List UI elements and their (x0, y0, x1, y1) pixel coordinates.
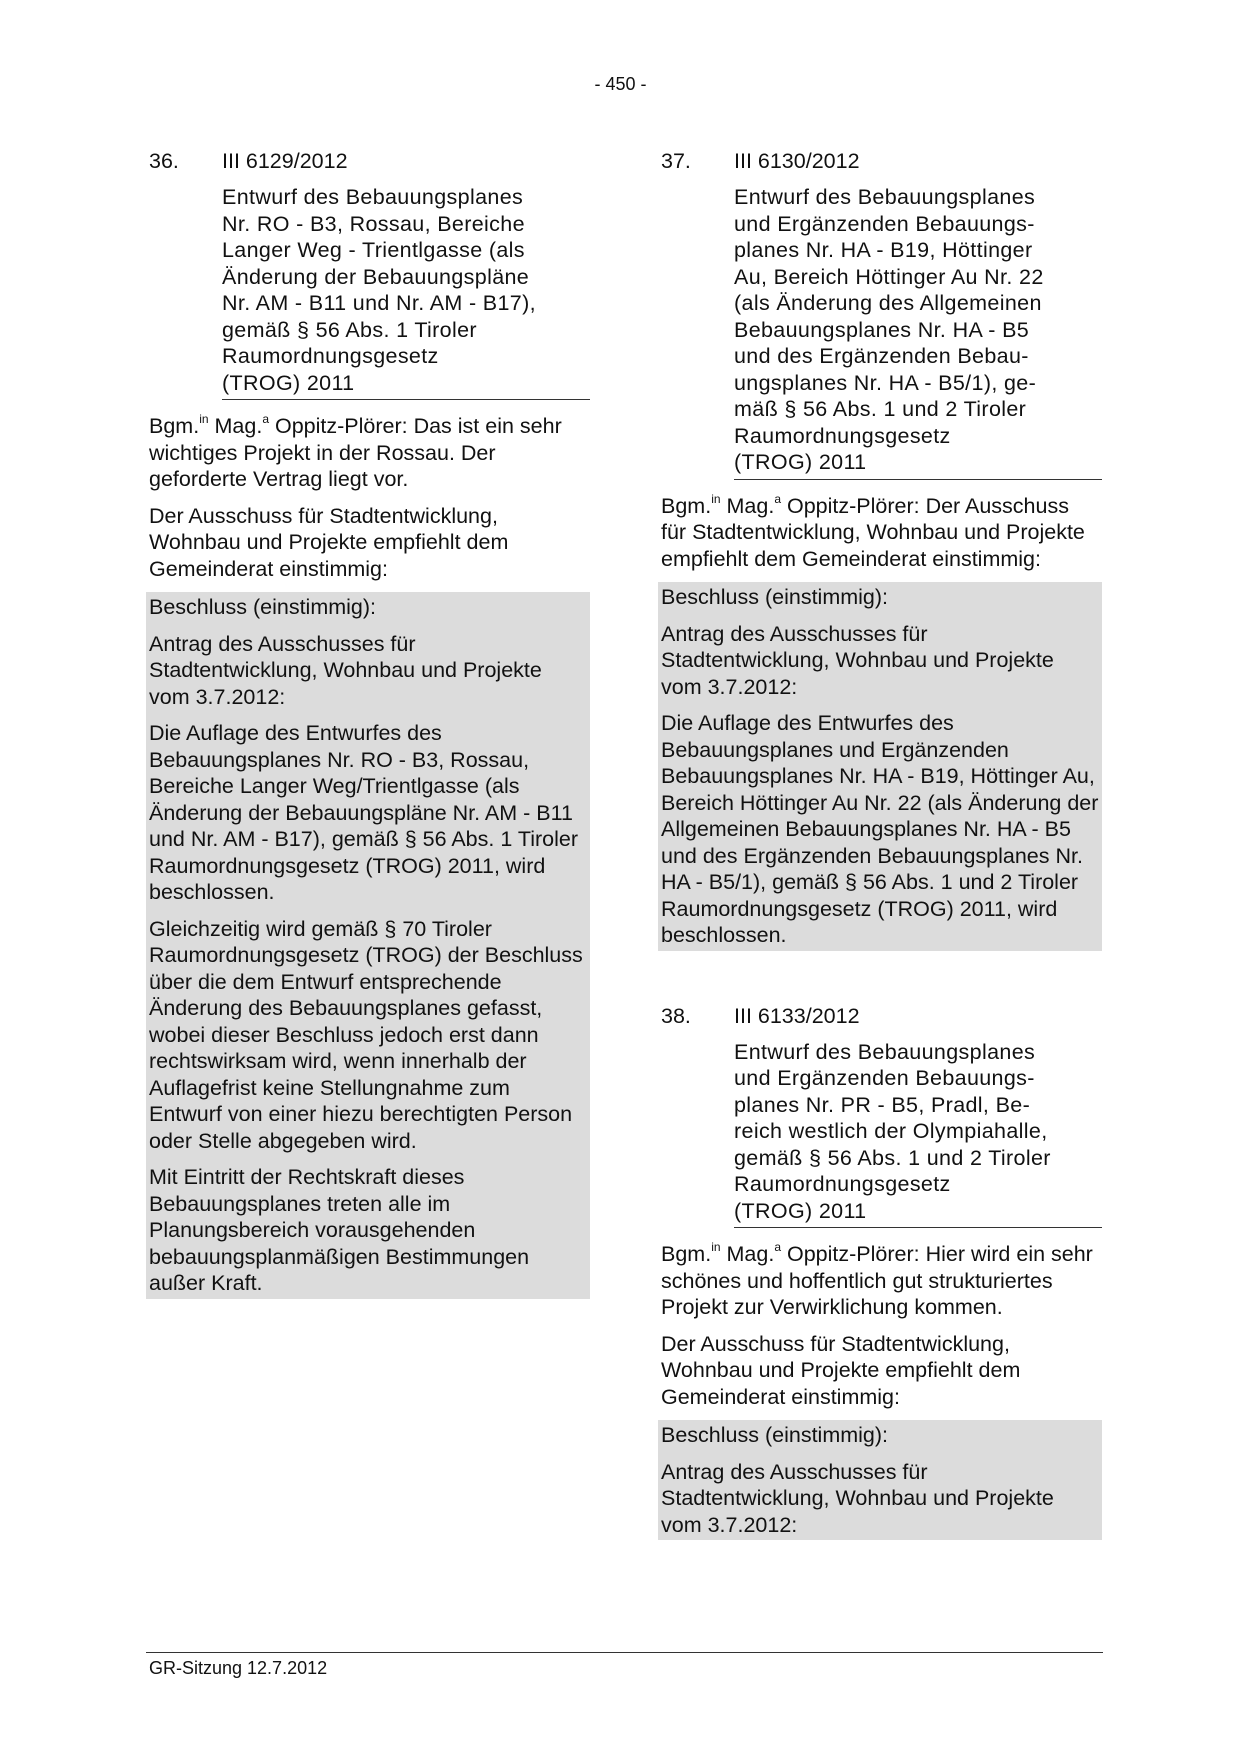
title-line: Raumordnungsgesetz (734, 1172, 951, 1196)
title-line: planes Nr. HA - B19, Höttinger (734, 238, 1033, 262)
title-line: und des Ergänzenden Bebau- (734, 344, 1029, 368)
title-line: Nr. RO - B3, Rossau, Bereiche (222, 211, 525, 236)
item-title (734, 1039, 1102, 1229)
item-heading (661, 148, 1102, 174)
item-heading (661, 1003, 1102, 1029)
title-line: und Ergänzenden Bebauungs- (734, 1066, 1035, 1090)
committee-recommendation: Der Ausschuss für Stadtentwicklung, Wohnbau und Projekte empfiehlt dem Gemeinderat einstimmig: (661, 1331, 1021, 1409)
resolution-paragraph: Antrag des Ausschusses für Stadtentwicklung, Wohnbau und Projekte vom 3.7.2012: (149, 631, 542, 709)
footer-text: GR-Sitzung 12.7.2012 (149, 1658, 328, 1678)
title-line: Entwurf des Bebauungsplanes (222, 185, 524, 209)
resolution-paragraph: Die Auflage des Entwurfes des Bebauungsplanes und Ergänzenden Bebauungsplanes Nr. HA - B19, Höttinger Au, Bereich Höttinger Au Nr. 22 (als Änderung der Allgemeinen Bebauungsplanes Nr. HA - B5 und des Ergänzenden Bebauungsplanes Nr. HA - B5/1), gemäß § 56 Abs. 1 und 2 Tiroler Raumordnungsgesetz (TROG) 2011, wird beschlossen. (661, 711, 1099, 947)
footer-divider (146, 1652, 1103, 1653)
item-reference: III 6130/2012 (734, 149, 860, 173)
resolution-paragraph: Antrag des Ausschusses für Stadtentwicklung, Wohnbau und Projekte vom 3.7.2012: (661, 1459, 1054, 1537)
resolution-paragraph: Gleichzeitig wird gemäß § 70 Tiroler Raumordnungsgesetz (TROG) der Beschluss über die dem Entwurf entsprechende Änderung des Bebauungsplanes gefasst, wobei dieser Beschluss jedoch erst dann rechtswirksam wird, wenn innerhalb der Auflagefrist keine Stellungnahme zum Entwurf von einer hiezu berechtigten Person oder Stelle abgegeben wird. (149, 916, 583, 1153)
title-line: ungsplanes Nr. HA - B5/1), ge- (734, 370, 1037, 395)
page-number: - 450 - (594, 74, 647, 94)
item-number: 38. (661, 1003, 691, 1028)
title-line: Raumordnungsgesetz (222, 344, 439, 368)
title-line: mäß § 56 Abs. 1 und 2 Tiroler (734, 397, 1027, 421)
title-line: (TROG) 2011 (734, 450, 867, 474)
committee-recommendation: Der Ausschuss für Stadtentwicklung, Wohnbau und Projekte empfiehlt dem Gemeinderat einstimmig: (149, 503, 509, 581)
item-number: 36. (149, 149, 179, 173)
speaker-statement: Bgm.$^{in}$ Mag.$^a$ Oppitz-Plörer: Das ist ein sehr wichtiges Projekt in der Rossau. Der geforderte Vertrag liegt vor. (149, 412, 562, 491)
item-number: 37. (661, 149, 691, 173)
item-heading (149, 148, 590, 174)
resolution-box (658, 1420, 1102, 1540)
item-title (734, 184, 1102, 480)
resolution-paragraph: Die Auflage des Entwurfes des Bebauungsplanes Nr. RO - B3, Rossau, Bereiche Langer Weg/Trientlgasse (als Änderung der Bebauungspläne Nr. AM - B11 und Nr. AM - B17), gemäß § 56 Abs. 1 Tiroler Raumordnungsgesetz (TROG) 2011, wird beschlossen. (149, 721, 579, 904)
title-line: Nr. AM - B11 und Nr. AM - B17), (222, 291, 536, 315)
title-line: Au, Bereich Höttinger Au Nr. 22 (734, 264, 1044, 289)
speaker-statement: Bgm.$^{in}$ Mag.$^a$ Oppitz-Plörer: Der Ausschuss für Stadtentwicklung, Wohnbau und Projekte empfiehlt dem Gemeinderat einstimmig: (661, 491, 1085, 571)
title-line: gemäß § 56 Abs. 1 Tiroler (222, 317, 477, 342)
title-line: Entwurf des Bebauungsplanes (734, 1039, 1036, 1064)
title-line: reich westlich der Olympiahalle, (734, 1119, 1048, 1143)
title-line: Raumordnungsgesetz (734, 423, 951, 448)
resolution-paragraph: Mit Eintritt der Rechtskraft dieses Bebauungsplanes treten alle im Planungsbereich vorausgehenden bebauungsplanmäßigen Bestimmungen außer Kraft. (149, 1165, 530, 1295)
title-line: Entwurf des Bebauungsplanes (734, 185, 1036, 209)
title-line: (TROG) 2011 (734, 1198, 867, 1223)
item-title (222, 184, 590, 400)
resolution-heading: Beschluss (einstimmig): (149, 595, 376, 619)
title-line: gemäß § 56 Abs. 1 und 2 Tiroler (734, 1145, 1051, 1170)
title-line: Änderung der Bebauungspläne (222, 264, 530, 289)
title-line: (TROG) 2011 (222, 370, 355, 395)
left-column (146, 148, 590, 1299)
title-line: und Ergänzenden Bebauungs- (734, 211, 1035, 236)
right-column (658, 148, 1102, 1540)
resolution-box (146, 592, 590, 1299)
agenda-item-38 (658, 1003, 1102, 1541)
resolution-heading: Beschluss (einstimmig): (661, 1423, 888, 1447)
item-reference: III 6129/2012 (222, 149, 348, 173)
title-line: planes Nr. PR - B5, Pradl, Be- (734, 1092, 1031, 1117)
title-line: Bebauungsplanes Nr. HA - B5 (734, 317, 1030, 342)
resolution-heading: Beschluss (einstimmig): (661, 585, 888, 609)
resolution-box (658, 582, 1102, 951)
resolution-paragraph: Antrag des Ausschusses für Stadtentwicklung, Wohnbau und Projekte vom 3.7.2012: (661, 621, 1054, 699)
item-reference: III 6133/2012 (734, 1003, 860, 1028)
title-line: (als Änderung des Allgemeinen (734, 291, 1042, 315)
speaker-statement: Bgm.$^{in}$ Mag.$^a$ Oppitz-Plörer: Hier wird ein sehr schönes und hoffentlich gut strukturiertes Projekt zur Verwirklichung kommen. (661, 1240, 1093, 1319)
title-line: Langer Weg - Trientlgasse (als (222, 238, 525, 262)
